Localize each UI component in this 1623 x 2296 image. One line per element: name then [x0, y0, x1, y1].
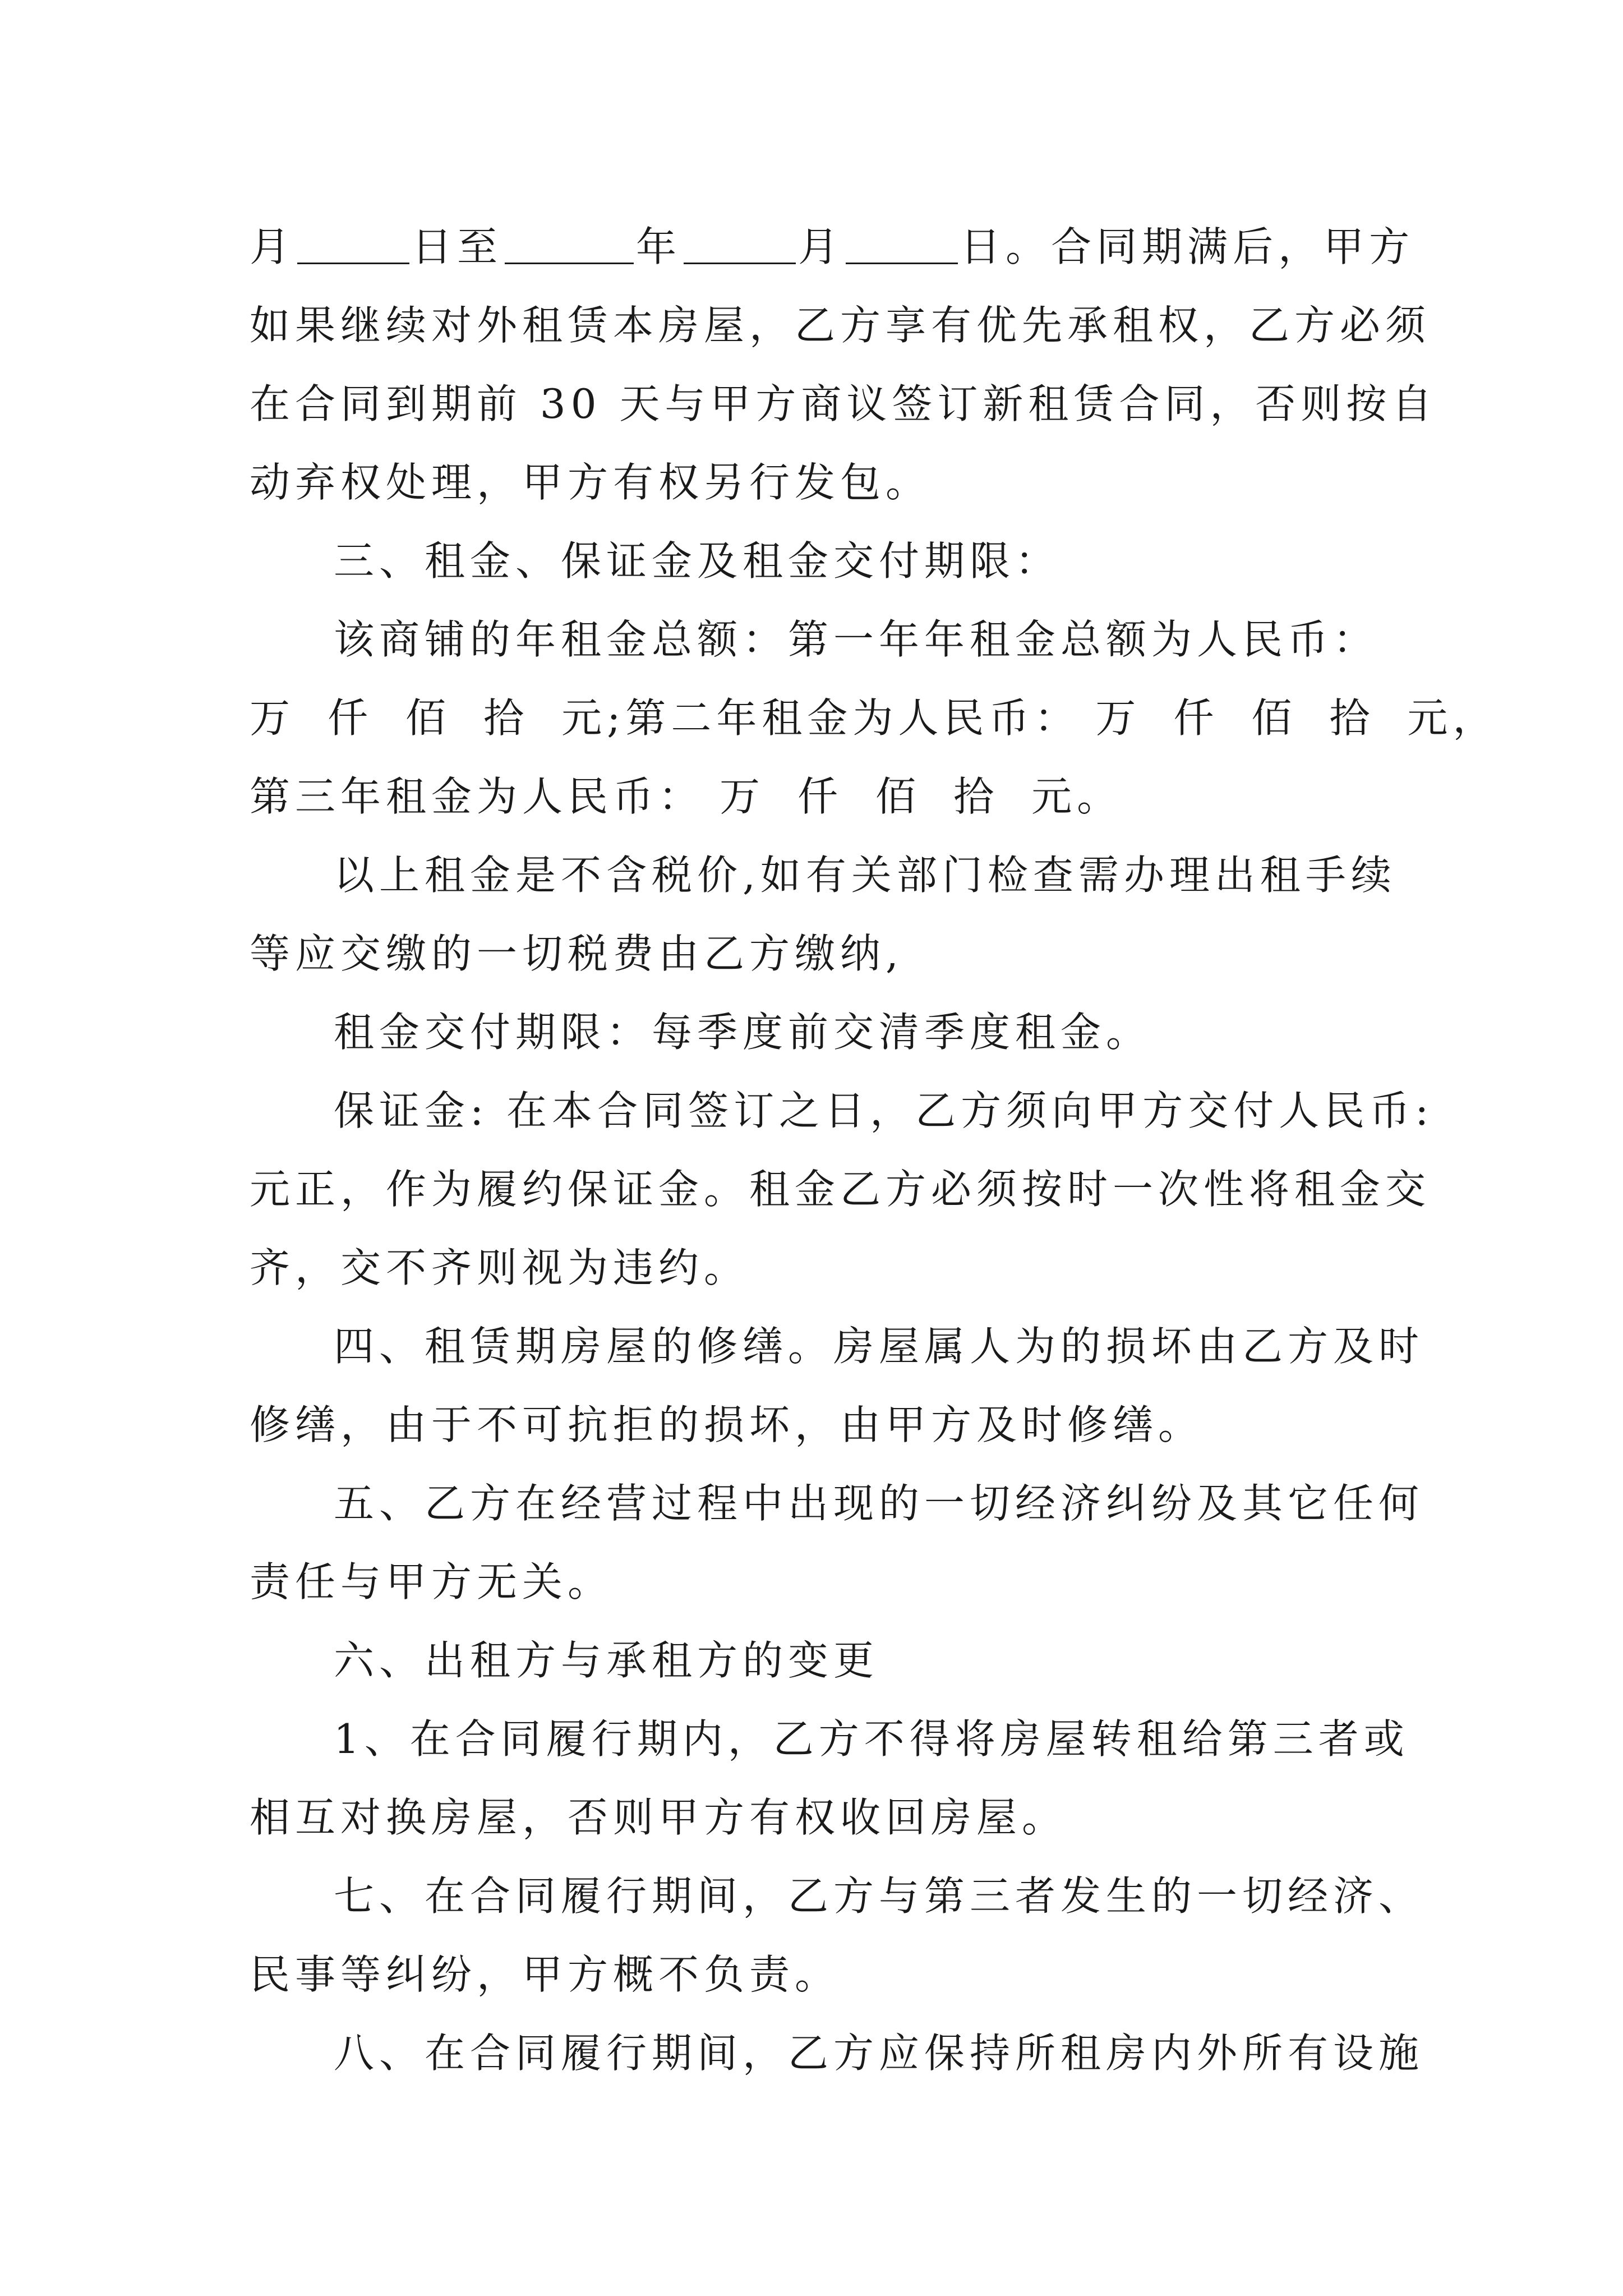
text-bai: 佰: [875, 773, 921, 820]
text-bai: 佰: [405, 694, 451, 742]
section-heading-changes: 六、出租方与承租方的变更: [334, 1637, 879, 1684]
text-month: 月: [250, 223, 296, 270]
text-qian: 仟: [328, 694, 374, 742]
blank-field-year-end: [505, 222, 634, 264]
section-heading-third-party: 七、在合同履行期间，乙方与第三者发生的一切经济、: [334, 1872, 1424, 1920]
blank-field-day-end: [846, 222, 958, 264]
paragraph-line: 租金交付期限：每季度前交清季度租金。: [334, 1009, 1152, 1056]
paragraph-line: 1、在合同履行期内，乙方不得将房屋转租给第三者或: [334, 1715, 1409, 1763]
text-qian: 仟: [797, 773, 843, 820]
text-qian: 仟: [1173, 694, 1219, 742]
section-heading-facilities: 八、在合同履行期间，乙方应保持所租房内外所有设施: [334, 2030, 1424, 2077]
paragraph-line: 该商铺的年租金总额：第一年年租金总额为人民币：: [334, 616, 1379, 663]
paragraph-line: 等应交缴的一切税费由乙方缴纳,: [250, 930, 903, 977]
text-yuan: 元。: [1031, 773, 1123, 820]
text-year: 年: [636, 223, 682, 270]
paragraph-line: 以上租金是不含税价,如有关部门检查需办理出租手续: [334, 852, 1396, 899]
paragraph-line: 保证金: 在本合同签订之日，乙方须向甲方交付人民币:: [334, 1087, 1434, 1134]
text-wan: 万: [250, 694, 296, 742]
paragraph-line-rent-years: [250, 679, 1498, 757]
paragraph-line: 动弃权处理，甲方有权另行发包。: [250, 459, 932, 506]
text-yuan: 元，: [1407, 694, 1498, 742]
paragraph-line: 齐，交不齐则视为违约。: [250, 1244, 750, 1291]
paragraph-line-third-year: [250, 757, 1377, 836]
text-second-year: 元;第二年租金为人民币：: [561, 694, 1080, 742]
paragraph-line: 修缮，由于不可抗拒的损坏，由甲方及时修缮。: [250, 1401, 1204, 1448]
paragraph-line: 如果继续对外租赁本房屋，乙方享有优先承租权，乙方必须: [250, 302, 1431, 349]
blank-field-day-start: [297, 222, 409, 264]
paragraph-line-date-range: [250, 208, 1415, 286]
paragraph-line: 元正，作为履约保证金。租金乙方必须按时一次性将租金交: [250, 1166, 1431, 1213]
section-heading-disputes: 五、乙方在经营过程中出现的一切经济纠纷及其它任何: [334, 1480, 1424, 1527]
paragraph-line: 相互对换房屋，否则甲方有权收回房屋。: [250, 1794, 1068, 1841]
paragraph-line: 责任与甲方无关。: [250, 1558, 614, 1605]
text-day-to: 日至: [412, 223, 503, 270]
blank-field-month-end: [684, 222, 796, 264]
text-wan: 万: [1095, 694, 1141, 742]
text-shi: 拾: [483, 694, 529, 742]
document-body: [250, 208, 1498, 2092]
section-heading-rent: 三、租金、保证金及租金交付期限：: [334, 537, 1061, 585]
text-month-end: 月: [798, 223, 844, 270]
text-third-year: 第三年租金为人民币：: [250, 773, 704, 820]
text-contract-expiry: 日。合同期满后，甲方: [960, 223, 1415, 270]
text-bai: 佰: [1251, 694, 1297, 742]
section-heading-repairs: 四、租赁期房屋的修缮。房屋属人为的损坏由乙方及时: [334, 1323, 1424, 1370]
text-shi: 拾: [1329, 694, 1375, 742]
text-wan: 万: [720, 773, 766, 820]
text-shi: 拾: [953, 773, 999, 820]
paragraph-line: 民事等纠纷，甲方概不负责。: [250, 1951, 841, 1998]
paragraph-line: 在合同到期前 30 天与甲方商议签订新租赁合同，否则按自: [250, 380, 1437, 427]
